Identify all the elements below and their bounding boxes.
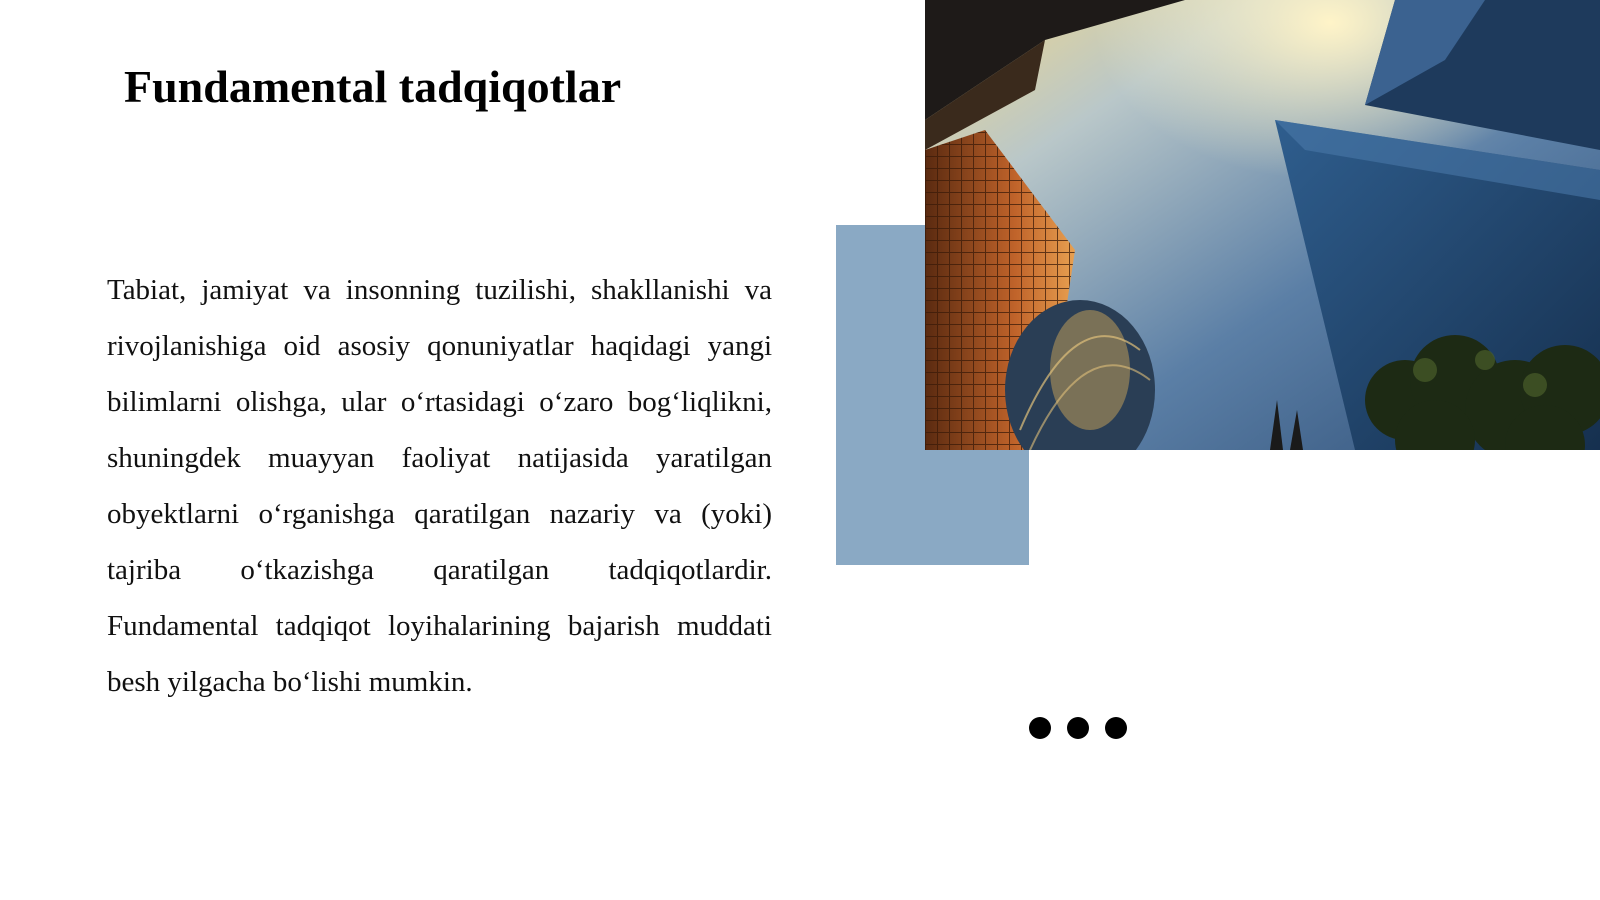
ellipsis-dots-icon (1029, 717, 1127, 739)
slide-body-text: Tabiat, jamiyat va insonning tuzilishi, shakllanishi va rivojlanishiga oid asosiy qonuniyatlar haqidagi yangi bilimlarni olishga, ular o‘rtasidagi o‘zaro bog‘liqlikni, shuningdek muayyan faoliyat natijasida yaratilgan obyektlarni o‘rganishga qaratilgan nazariy va (yoki) tajriba o‘tkazishga qaratilgan tadqiqotlardir. Fundamental tadqiqot loyihalarining bajarish muddati besh yilgacha bo‘lishi mumkin. (107, 274, 772, 698)
skyscrapers-photo (925, 0, 1600, 450)
dot-icon (1067, 717, 1089, 739)
skyscrapers-illustration (925, 0, 1600, 450)
dot-icon (1029, 717, 1051, 739)
slide-title: Fundamental tadqiqotlar (124, 61, 622, 112)
dot-icon (1105, 717, 1127, 739)
